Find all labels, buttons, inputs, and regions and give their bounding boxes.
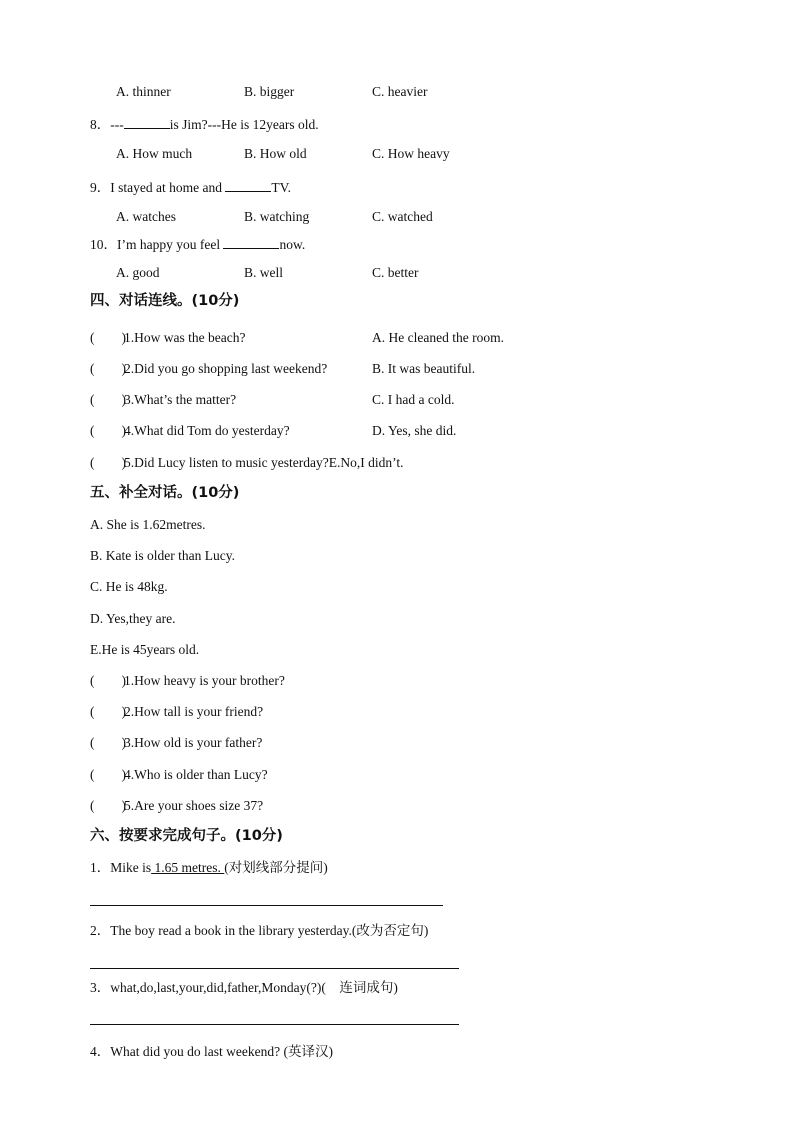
s5-question: 3.How old is your father? xyxy=(124,735,263,750)
s4-row-5 xyxy=(90,454,403,472)
answer-blank[interactable] xyxy=(225,177,271,192)
question-number: 2． xyxy=(90,923,111,938)
question-8 xyxy=(90,114,319,134)
s4-answer-a: A. He cleaned the room. xyxy=(372,330,504,345)
s4-question: 4.What did Tom do yesterday? xyxy=(124,423,290,438)
question-text: Mike is xyxy=(110,860,152,875)
q8-option-a: A. How much xyxy=(116,146,193,161)
s5-row-5 xyxy=(90,797,263,815)
q10-option-a: A. good xyxy=(116,265,160,280)
q7-option-a: A. thinner xyxy=(116,84,171,99)
answer-paren[interactable]: ( ) xyxy=(90,735,126,750)
s5-option-b: B. Kate is older than Lucy. xyxy=(90,548,235,563)
section-4-title: 四、对话连线。(10分) xyxy=(90,293,240,309)
question-number: 9． xyxy=(90,180,111,195)
q7-option-c: C. heavier xyxy=(372,84,428,99)
answer-paren[interactable]: ( ) xyxy=(90,330,126,345)
s4-answer-c: C. I had a cold. xyxy=(372,392,455,407)
s4-row-1 xyxy=(90,329,245,347)
q9-option-b: B. watching xyxy=(244,209,310,224)
question-number: 10． xyxy=(90,237,117,252)
question-text: The boy read a book in the library yesterday.(改为否定句) xyxy=(110,923,429,938)
q8-option-b: B. How old xyxy=(244,146,307,161)
question-text: What did you do last weekend? (英译汉) xyxy=(110,1044,333,1059)
question-text-pre: I’m happy you feel xyxy=(117,237,224,252)
section-5-title: 五、补全对话。(10分) xyxy=(90,485,240,501)
s4-answer-d: D. Yes, she did. xyxy=(372,423,457,438)
question-text-post: TV. xyxy=(271,180,291,195)
instruction-note: (对划线部分提问) xyxy=(224,860,328,875)
answer-blank[interactable] xyxy=(223,234,279,249)
s4-question: 2.Did you go shopping last weekend? xyxy=(124,361,328,376)
answer-paren[interactable]: ( ) xyxy=(90,392,126,407)
question-10 xyxy=(90,234,305,254)
s6-question-1 xyxy=(90,859,328,877)
s4-question: 3.What’s the matter? xyxy=(124,392,237,407)
q9-option-c: C. watched xyxy=(372,209,433,224)
s5-question: 5.Are your shoes size 37? xyxy=(124,798,264,813)
question-9 xyxy=(90,177,291,197)
answer-paren[interactable]: ( ) xyxy=(90,767,126,782)
answer-paren[interactable]: ( ) xyxy=(90,673,126,688)
answer-blank[interactable] xyxy=(124,114,170,129)
q8-option-c: C. How heavy xyxy=(372,146,450,161)
answer-line[interactable] xyxy=(90,1024,459,1025)
question-number: 4． xyxy=(90,1044,111,1059)
s5-option-a: A. She is 1.62metres. xyxy=(90,517,206,532)
s4-answer-b: B. It was beautiful. xyxy=(372,361,476,376)
answer-paren[interactable]: ( ) xyxy=(90,704,126,719)
question-text-pre: I stayed at home and xyxy=(110,180,226,195)
question-text-post: is Jim?---He is 12years old. xyxy=(169,117,319,132)
s5-question: 4.Who is older than Lucy? xyxy=(124,767,268,782)
s5-row-1 xyxy=(90,672,285,690)
answer-paren[interactable]: ( ) xyxy=(90,423,126,438)
question-text: what,do,last,your,did,father,Monday(?)( 连词成句) xyxy=(110,980,398,995)
q7-option-b: B. bigger xyxy=(244,84,295,99)
s4-row-3 xyxy=(90,391,236,409)
q10-option-b: B. well xyxy=(244,265,283,280)
answer-paren[interactable]: ( ) xyxy=(90,361,126,376)
answer-line[interactable] xyxy=(90,968,459,969)
q9-option-a: A. watches xyxy=(116,209,176,224)
question-text-post: now. xyxy=(279,237,306,252)
question-number: 8． xyxy=(90,117,111,132)
s4-row-2 xyxy=(90,360,327,378)
s5-option-d: D. Yes,they are. xyxy=(90,611,176,626)
s5-row-2 xyxy=(90,703,263,721)
question-text-pre: --- xyxy=(110,117,124,132)
s4-question: 5.Did Lucy listen to music yesterday?E.No,I didn’t. xyxy=(124,455,404,470)
s5-row-3 xyxy=(90,734,262,752)
answer-paren[interactable]: ( ) xyxy=(90,798,126,813)
section-6-title: 六、按要求完成句子。(10分) xyxy=(90,828,283,844)
s6-question-4 xyxy=(90,1043,333,1061)
q10-option-c: C. better xyxy=(372,265,419,280)
s4-question: 1.How was the beach? xyxy=(124,330,246,345)
question-number: 1． xyxy=(90,860,111,875)
answer-line[interactable] xyxy=(90,905,443,906)
answer-paren[interactable]: ( ) xyxy=(90,455,126,470)
s4-row-4 xyxy=(90,422,290,440)
s6-question-3 xyxy=(90,979,398,997)
s5-question: 1.How heavy is your brother? xyxy=(124,673,285,688)
s5-question: 2.How tall is your friend? xyxy=(124,704,264,719)
s5-option-c: C. He is 48kg. xyxy=(90,579,168,594)
s5-row-4 xyxy=(90,766,268,784)
s6-question-2 xyxy=(90,922,428,940)
s5-option-e: E.He is 45years old. xyxy=(90,642,200,657)
question-number: 3． xyxy=(90,980,111,995)
underlined-phrase: 1.65 metres. xyxy=(151,860,225,875)
